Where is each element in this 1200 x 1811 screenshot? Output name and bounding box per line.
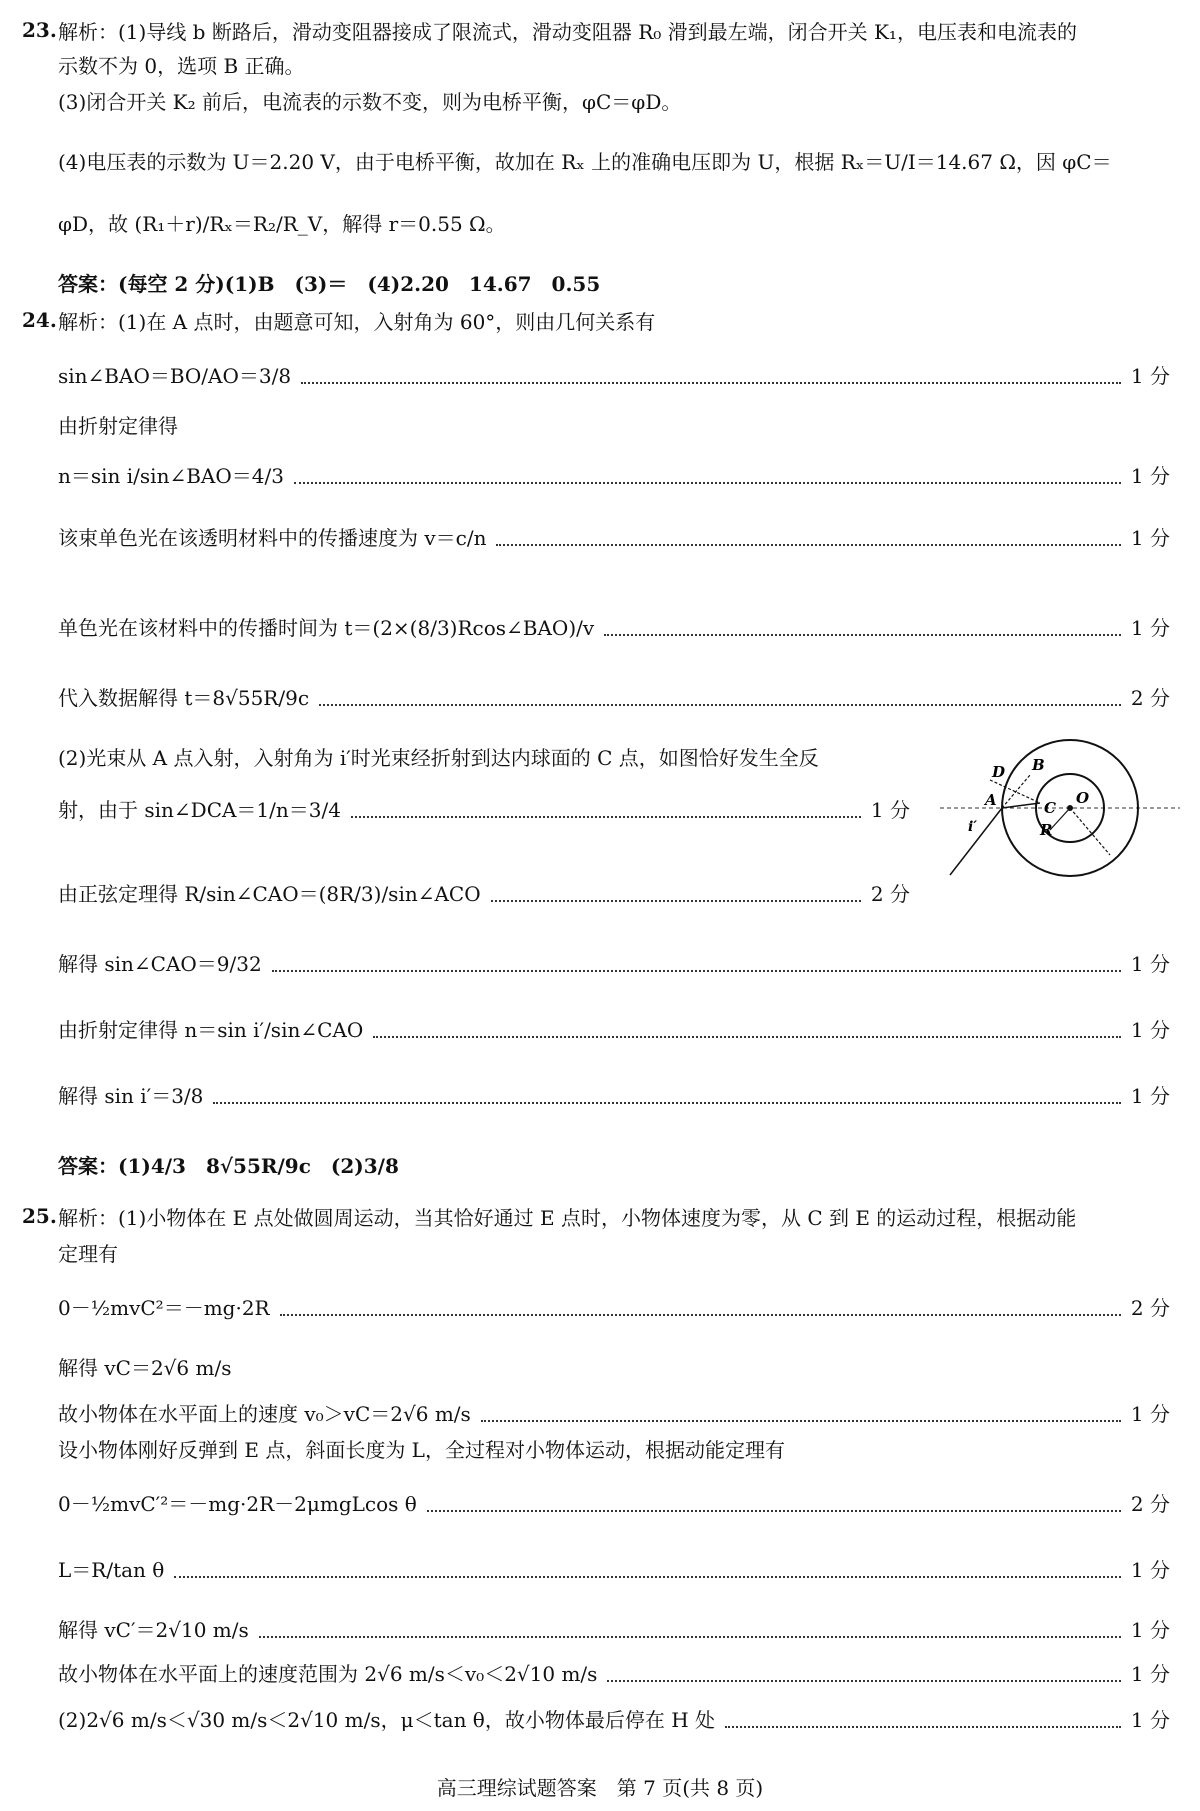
q25-number: 25. bbox=[22, 1204, 57, 1228]
q23-line-3: (3)闭合开关 K₂ 前后，电流表的示数不变，则为电桥平衡，φC＝φD。 bbox=[58, 90, 682, 114]
q24-optics-figure bbox=[940, 735, 1180, 885]
step-points: 2 分 bbox=[1130, 1296, 1170, 1320]
step-text: L＝R/tan θ bbox=[58, 1558, 165, 1582]
leader-dots bbox=[373, 1022, 1121, 1038]
refracted-ray bbox=[1002, 803, 1040, 808]
step-text: 代入数据解得 t＝8√55R/9c bbox=[58, 686, 310, 710]
q24-step: (2)光束从 A 点入射，入射角为 i′时光束经折射到达内球面的 C 点，如图恰好发生全反 bbox=[58, 746, 819, 770]
step-text: 该束单色光在该透明材料中的传播速度为 v＝c/n bbox=[58, 526, 487, 550]
leader-dots bbox=[725, 1712, 1121, 1728]
step-text: 0－½mvC²＝－mg·2R bbox=[58, 1296, 270, 1320]
step-text: 由正弦定理得 R/sin∠CAO＝(8R/3)/sin∠ACO bbox=[58, 882, 481, 906]
step-text: 射，由于 sin∠DCA＝1/n＝3/4 bbox=[58, 798, 341, 822]
step-points: 1 分 bbox=[1130, 1662, 1170, 1686]
step-points: 2 分 bbox=[1130, 686, 1170, 710]
label-r: R bbox=[1040, 821, 1053, 839]
q25-intro-2: 定理有 bbox=[58, 1242, 118, 1266]
q25-step bbox=[58, 1556, 1170, 1584]
q23-line-1: 解析：(1)导线 b 断路后，滑动变阻器接成了限流式，滑动变阻器 R₀ 滑到最左端，闭合开关 K₁，电压表和电流表的 bbox=[58, 20, 1077, 44]
step-points: 1 分 bbox=[1130, 1402, 1170, 1426]
step-text: sin∠BAO＝BO/AO＝3/8 bbox=[58, 364, 292, 388]
step-text: 由折射定律得 n＝sin i′/sin∠CAO bbox=[58, 1018, 364, 1042]
step-points: 1 分 bbox=[1130, 1708, 1170, 1732]
step-text: 故小物体在水平面上的速度 v₀＞vC＝2√6 m/s bbox=[58, 1402, 471, 1426]
q23-line-2: 示数不为 0，选项 B 正确。 bbox=[58, 54, 305, 78]
leader-dots bbox=[272, 956, 1121, 972]
label-i-prime: i′ bbox=[968, 819, 978, 835]
q24-step bbox=[58, 462, 1170, 490]
step-points: 2 分 bbox=[870, 882, 910, 906]
step-points: 1 分 bbox=[1130, 616, 1170, 640]
q24-step bbox=[58, 1082, 1170, 1110]
q23-line-4: (4)电压表的示数为 U＝2.20 V，由于电桥平衡，故加在 Rₓ 上的准确电压即为 U，根据 Rₓ＝U/I＝14.67 Ω，因 φC＝ bbox=[58, 150, 1112, 174]
leader-dots bbox=[301, 368, 1121, 384]
q24-step: 由折射定律得 bbox=[58, 414, 178, 438]
q25-step bbox=[58, 1706, 1170, 1734]
leader-dots bbox=[319, 690, 1121, 706]
page-footer: 高三理综试题答案 第 7 页(共 8 页) bbox=[436, 1776, 764, 1800]
label-d: D bbox=[992, 763, 1006, 781]
q23-number: 23. bbox=[22, 18, 57, 42]
ray-to-b bbox=[1002, 775, 1030, 808]
step-text: 解得 sin i′＝3/8 bbox=[58, 1084, 204, 1108]
leader-dots bbox=[259, 1622, 1121, 1638]
label-c: C bbox=[1044, 799, 1056, 817]
q25-step bbox=[58, 1490, 1170, 1518]
leader-dots bbox=[174, 1562, 1121, 1578]
q25-intro-1: 解析：(1)小物体在 E 点处做圆周运动，当其恰好通过 E 点时，小物体速度为零，从 C 到 E 的运动过程，根据动能 bbox=[58, 1206, 1077, 1230]
step-points: 1 分 bbox=[1130, 464, 1170, 488]
leader-dots bbox=[496, 530, 1120, 546]
label-b: B bbox=[1032, 756, 1045, 774]
step-points: 1 分 bbox=[1130, 1618, 1170, 1642]
label-a: A bbox=[985, 791, 997, 809]
q23-line-5: φD，故 (R₁＋r)/Rₓ＝R₂/R_V，解得 r＝0.55 Ω。 bbox=[58, 212, 506, 236]
q25-step bbox=[58, 1660, 1170, 1688]
q25-step: 解得 vC＝2√6 m/s bbox=[58, 1356, 232, 1380]
leader-dots bbox=[427, 1496, 1121, 1512]
q24-step bbox=[58, 684, 1170, 712]
q24-step bbox=[58, 614, 1170, 642]
step-points: 1 分 bbox=[1130, 526, 1170, 550]
q24-step bbox=[58, 362, 1170, 390]
step-points: 1 分 bbox=[1130, 1018, 1170, 1042]
leader-dots bbox=[607, 1666, 1120, 1682]
q24-answer: 答案：(1)4/3 8√55R/9c (2)3/8 bbox=[58, 1154, 399, 1178]
step-points: 1 分 bbox=[1130, 952, 1170, 976]
q24-step bbox=[58, 880, 910, 908]
step-text: 解得 vC′＝2√10 m/s bbox=[58, 1618, 249, 1642]
q24-step bbox=[58, 1016, 1170, 1044]
q25-step bbox=[58, 1294, 1170, 1322]
q25-step bbox=[58, 1616, 1170, 1644]
step-text: n＝sin i/sin∠BAO＝4/3 bbox=[58, 464, 284, 488]
step-text: 0－½mvC′²＝－mg·2R－2μmgLcos θ bbox=[58, 1492, 417, 1516]
leader-dots bbox=[213, 1088, 1121, 1104]
q24-step bbox=[58, 950, 1170, 978]
step-points: 1 分 bbox=[1130, 1558, 1170, 1582]
step-text: (2)2√6 m/s＜√30 m/s＜2√10 m/s，μ＜tan θ，故小物体最后停在 H 处 bbox=[58, 1708, 716, 1732]
leader-dots bbox=[280, 1300, 1121, 1316]
q24-step bbox=[58, 524, 1170, 552]
step-text: 单色光在该材料中的传播时间为 t＝(2×(8/3)Rcos∠BAO)/v bbox=[58, 616, 595, 640]
step-points: 2 分 bbox=[1130, 1492, 1170, 1516]
q25-step: 设小物体刚好反弹到 E 点，斜面长度为 L，全过程对小物体运动，根据动能定理有 bbox=[58, 1438, 785, 1462]
step-points: 1 分 bbox=[870, 798, 910, 822]
label-o: O bbox=[1076, 789, 1090, 807]
leader-dots bbox=[481, 1406, 1121, 1422]
leader-dots bbox=[294, 468, 1121, 484]
q24-intro: 解析：(1)在 A 点时，由题意可知，入射角为 60°，则由几何关系有 bbox=[58, 310, 656, 334]
leader-dots bbox=[604, 620, 1121, 636]
q23-answer: 答案：(每空 2 分)(1)B (3)＝ (4)2.20 14.67 0.55 bbox=[58, 272, 601, 296]
step-text: 解得 sin∠CAO＝9/32 bbox=[58, 952, 262, 976]
leader-dots bbox=[351, 802, 861, 818]
step-points: 1 分 bbox=[1130, 1084, 1170, 1108]
normal-line bbox=[990, 780, 1040, 803]
step-points: 1 分 bbox=[1130, 364, 1170, 388]
q24-step bbox=[58, 796, 910, 824]
q25-step bbox=[58, 1400, 1170, 1428]
leader-dots bbox=[491, 886, 861, 902]
step-text: 故小物体在水平面上的速度范围为 2√6 m/s＜v₀＜2√10 m/s bbox=[58, 1662, 598, 1686]
q24-number: 24. bbox=[22, 308, 57, 332]
